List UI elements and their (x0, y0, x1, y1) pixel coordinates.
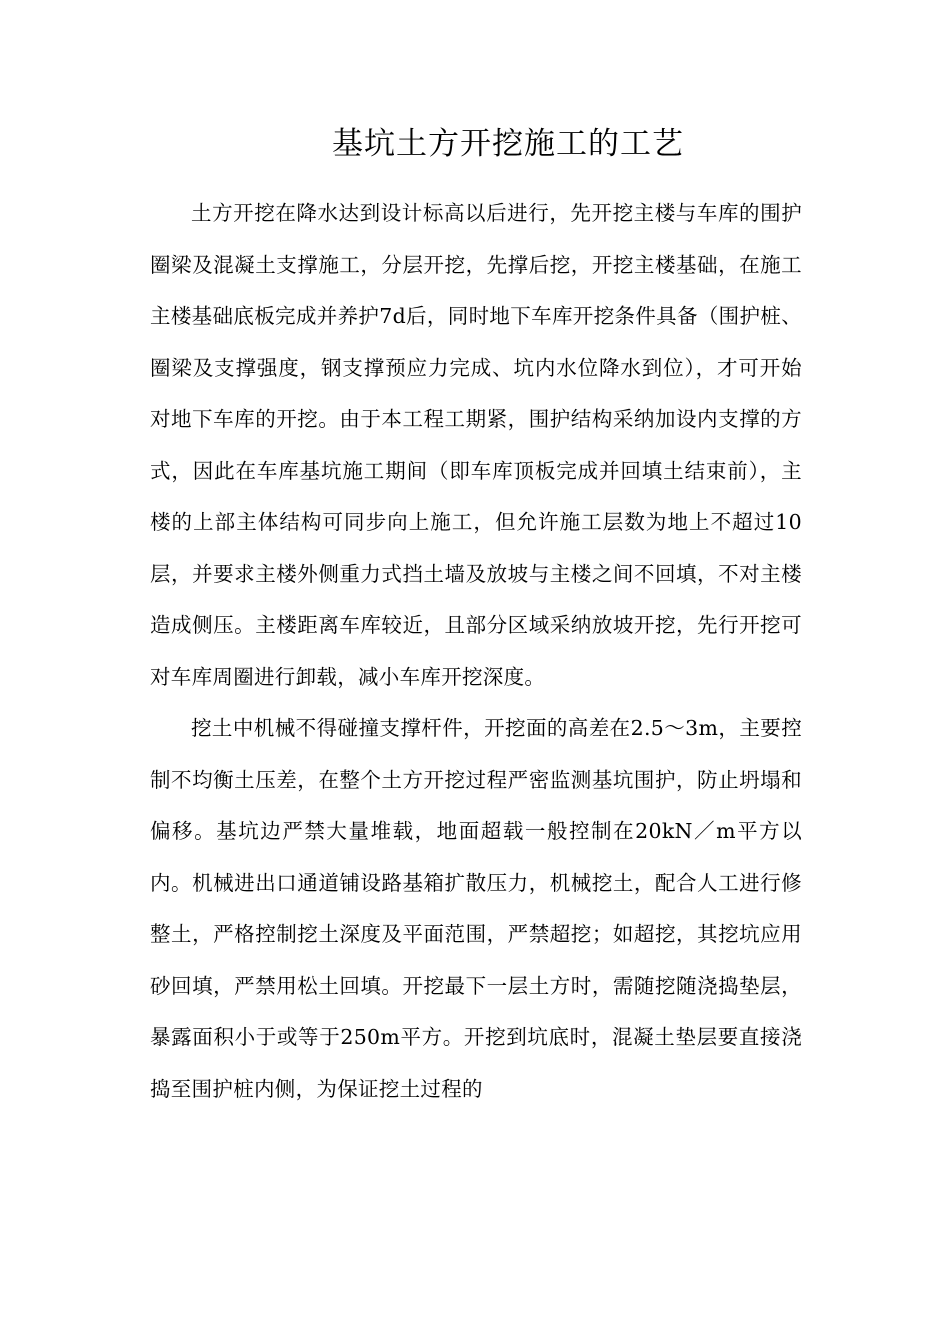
paragraph-excavation-sequence: 土方开挖在降水达到设计标高以后进行，先开挖主楼与车库的围护圈梁及混凝土支撑施工，分层开挖，先撑后挖，开挖主楼基础，在施工主楼基础底板完成并养护7d后，同时地下车库开挖条件具备（围护桩、圈梁及支撑强度，钢支撑预应力完成、坑内水位降水到位），才可开始对地下车库的开挖。由于本工程工期紧，围护结构采纳加设内支撑的方式，因此在车库基坑施工期间（即车库顶板完成并回填土结束前），主楼的上部主体结构可同步向上施工，但允许施工层数为地上不超过10层，并要求主楼外侧重力式挡土墙及放坡与主楼之间不回填，不对主楼造成侧压。主楼距离车库较近，且部分区域采纳放坡开挖，先行开挖可对车库周圈进行卸载，减小车库开挖深度。 (150, 201, 802, 689)
paragraph-excavation-controls: 挖土中机械不得碰撞支撑杆件，开挖面的高差在2.5～3m，主要控制不均衡土压差，在整个土方开挖过程严密监测基坑围护，防止坍塌和偏移。基坑边严禁大量堆载，地面超载一般控制在20kN／m平方以内。机械进出口通道铺设路基箱扩散压力，机械挖土，配合人工进行修整土，严格控制挖土深度及平面范围，严禁超挖；如超挖，其挖坑应用砂回填，严禁用松土回填。开挖最下一层土方时，需随挖随浇捣垫层，暴露面积小于或等于250m平方。开挖到坑底时，混凝土垫层要直接浇捣至围护桩内侧，为保证挖土过程的 (150, 716, 802, 1101)
document-body (150, 188, 802, 1115)
document-title: 基坑土方开挖施工的工艺 (332, 126, 684, 162)
